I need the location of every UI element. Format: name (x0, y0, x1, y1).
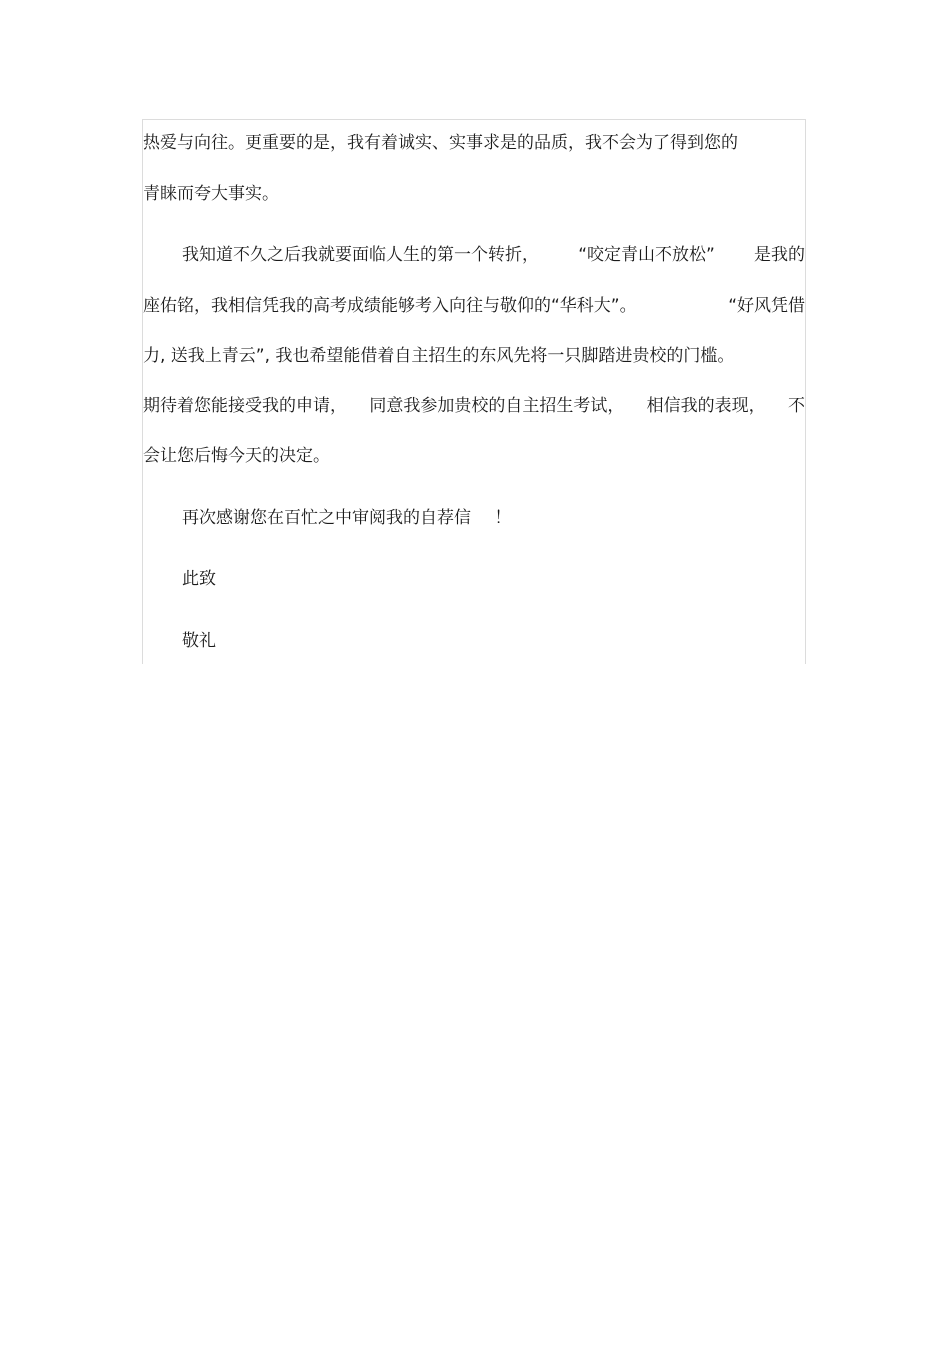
paragraph-line (143, 394, 805, 418)
thanks-text: 再次感谢您在百忙之中审阅我的自荐信 (182, 508, 471, 528)
text-line: 热爱与向往。更重要的是，我有着诚实、实事求是的品质，我不会为了得到您的 (143, 133, 738, 153)
text-segment: 我知道不久之后我就要面临人生的第一个转折， (182, 245, 539, 265)
paragraph-line (143, 294, 805, 318)
text-segment: 座佑铭，我相信凭我的高考成绩能够考入向往与敬仰的“华科大”。 (143, 296, 637, 316)
text-segment: 是我的 (754, 245, 805, 265)
text-segment: 同意我参加贵校的自主招生考试， (369, 396, 625, 416)
text-line: 青睐而夸大事实。 (143, 184, 279, 204)
exclamation-mark: ！ (494, 508, 512, 528)
paragraph-line: 力, 送我上青云”, 我也希望能借着自主招生的东风先将一只脚踏进贵校的门槛。 (143, 346, 735, 366)
text-segment: 不 (787, 396, 805, 416)
paragraph-line: 会让您后悔今天的决定。 (143, 446, 330, 466)
paragraph-line (182, 243, 805, 267)
text-segment: 期待着您能接受我的申请， (143, 396, 347, 416)
text-segment: “好风凭借 (728, 296, 805, 316)
text-segment: “咬定青山不放松” (578, 245, 715, 265)
thanks-line (182, 506, 805, 530)
salutation-line: 敬礼 (182, 631, 216, 651)
text-segment: 相信我的表现， (646, 396, 766, 416)
closing-line: 此致 (182, 569, 216, 589)
